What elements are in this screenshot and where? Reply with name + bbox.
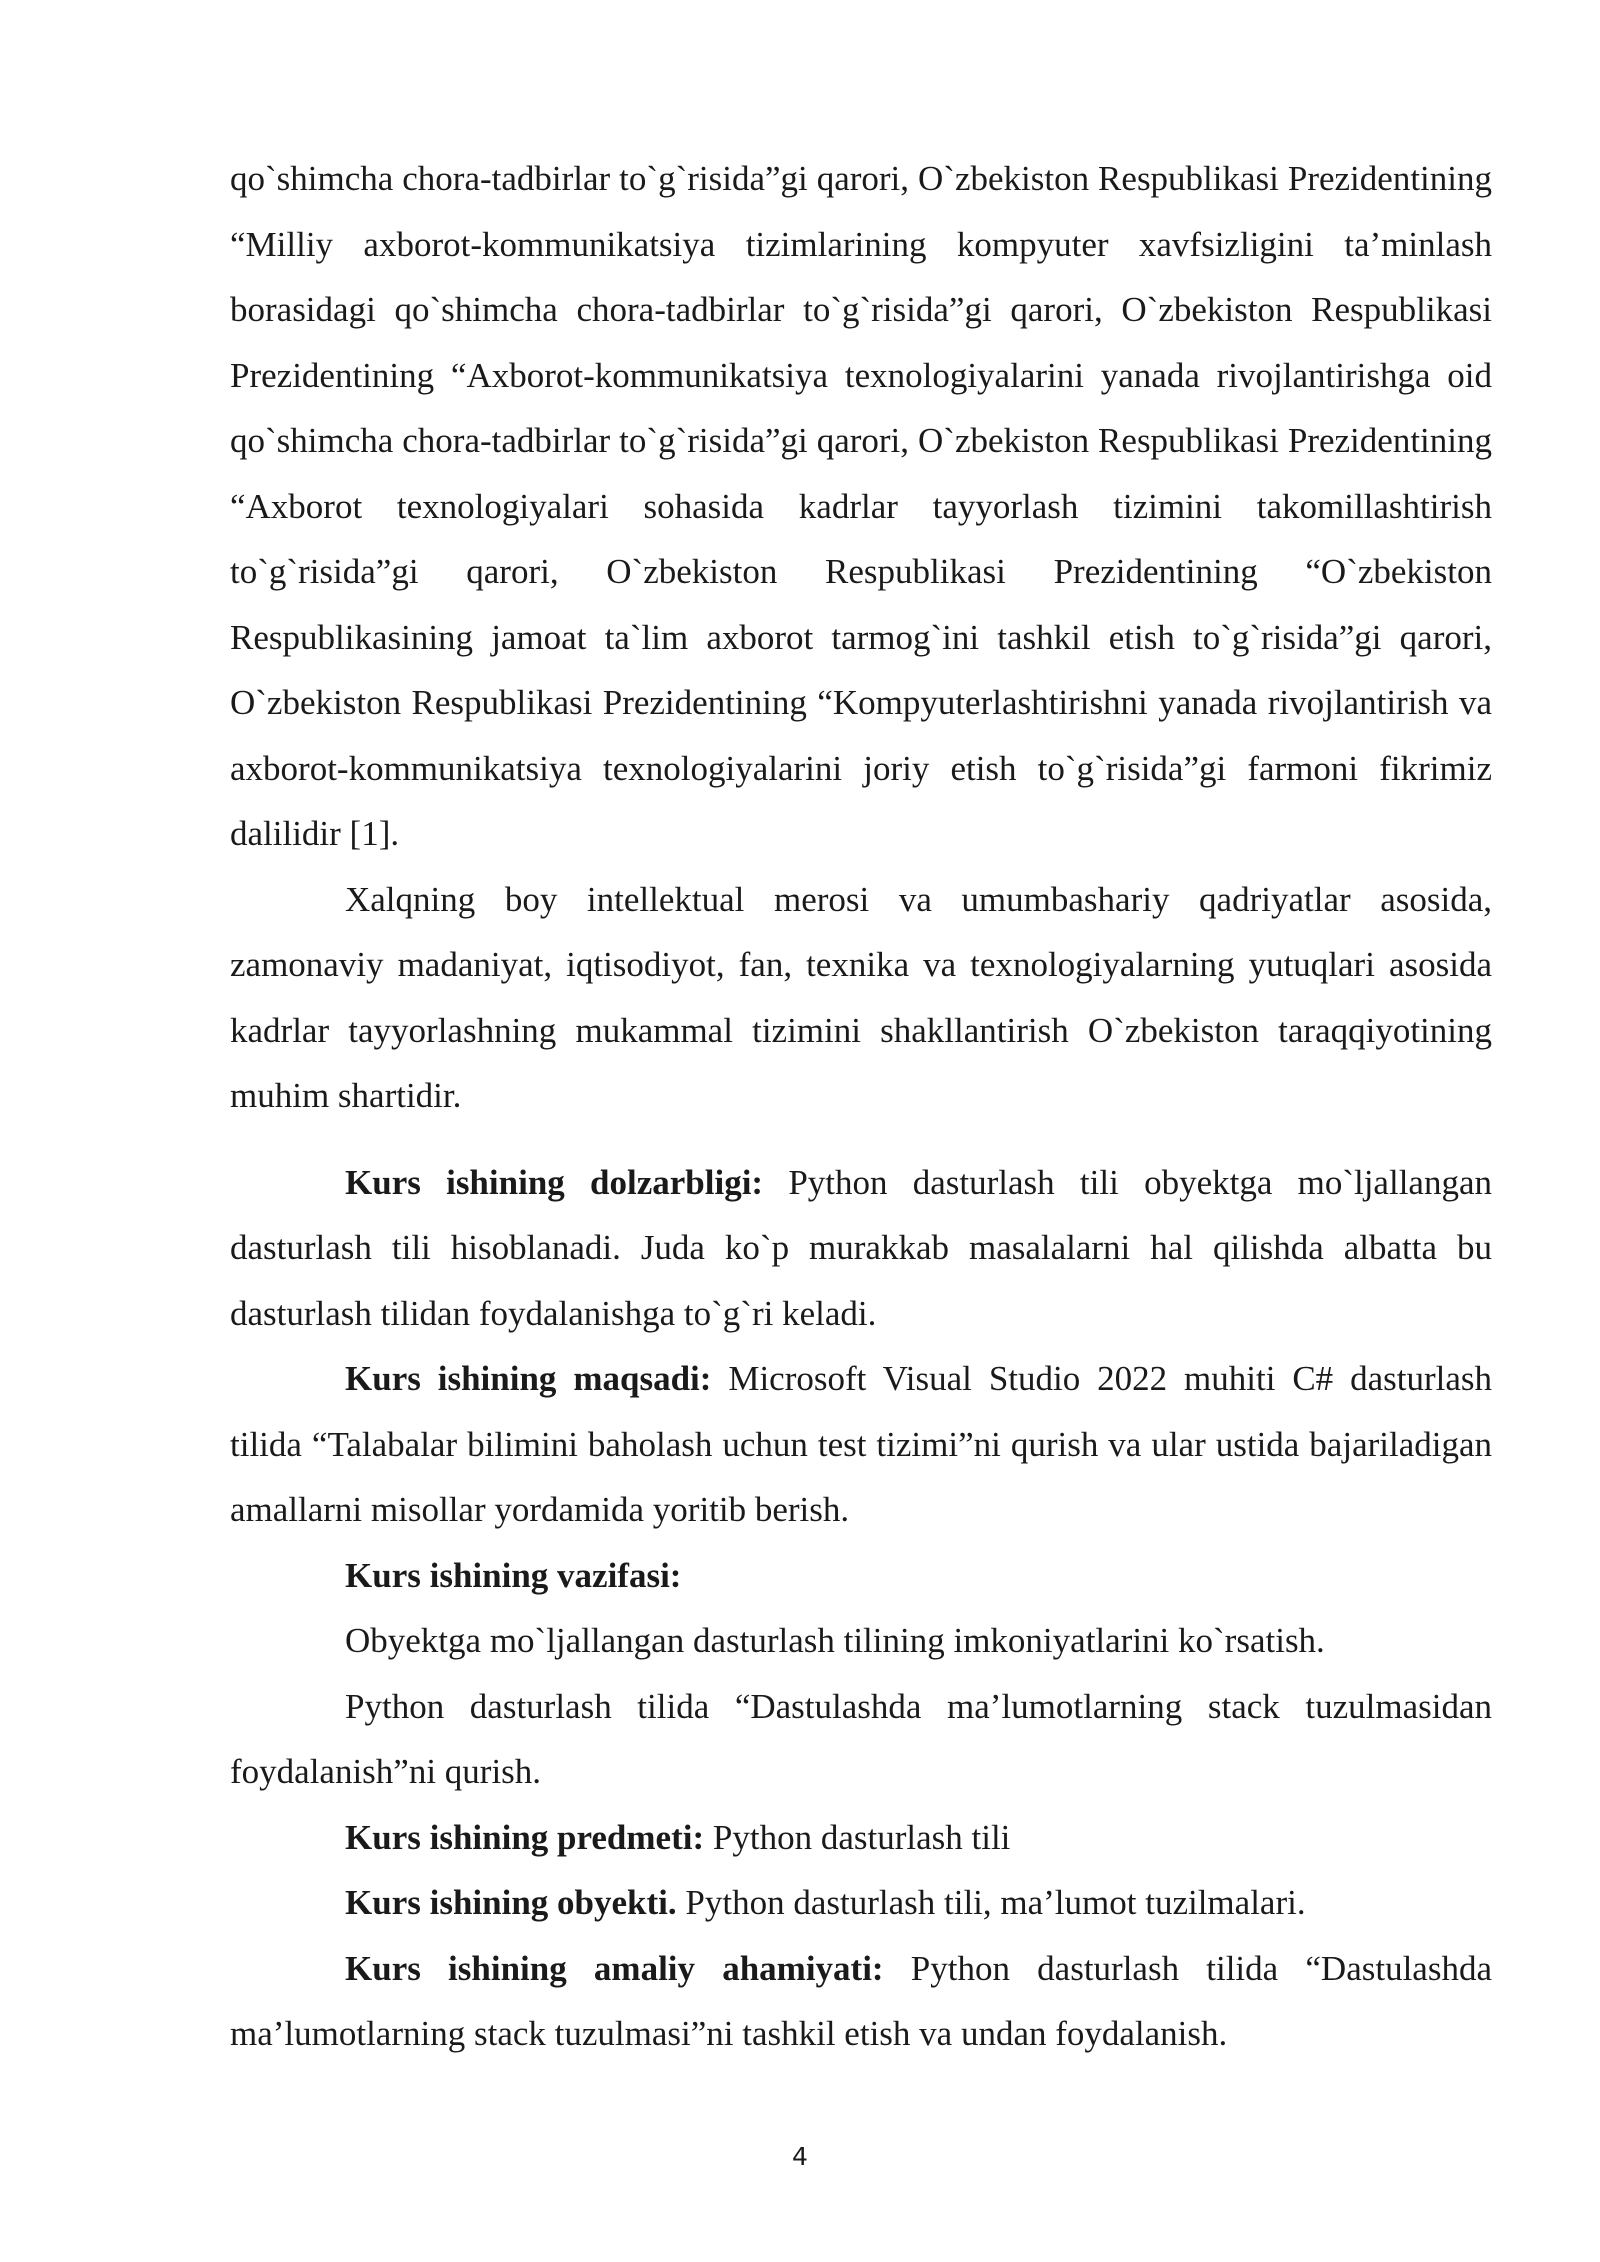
paragraph-lead: Kurs ishining obyekti.: [345, 1883, 686, 1922]
paragraph-lead: Kurs ishining amaliy ahamiyati:: [345, 1948, 911, 1988]
paragraph-text: Microsoft Visual Studio 2022 muhiti C# dasturlash tilida “Talabalar bilimini baholash uchun test tizimi”ni qurish va ular ustida bajariladigan amallarni misollar yordamida yoritib berish.: [230, 1359, 1492, 1529]
paragraph-practical-significance: [230, 1936, 1492, 2067]
paragraph-legal-references: [230, 146, 1492, 867]
paragraph-lead: Kurs ishining vazifasi:: [345, 1555, 682, 1595]
paragraph-object: [230, 1870, 1492, 1936]
paragraph-text: Python dasturlash tili: [712, 1817, 1011, 1857]
paragraph-subject: [230, 1805, 1492, 1871]
paragraph-lead: Kurs ishining predmeti:: [345, 1817, 713, 1857]
paragraph-lead: Kurs ishining maqsadi:: [345, 1359, 729, 1398]
paragraph-task-1: [230, 1608, 1492, 1674]
page-number: 4: [792, 2142, 808, 2171]
paragraph-tasks-heading: [230, 1543, 1492, 1609]
paragraph-text: Obyektga mo`ljallangan dasturlash tilining imkoniyatlarini ko`rsatish.: [345, 1621, 1325, 1660]
paragraph-text: Xalqning boy intellektual merosi va umumbashariy qadriyatlar asosida, zamonaviy madaniyat, iqtisodiyot, fan, texnika va texnologiyalarning yutuqlari asosida kadrlar tayyorlashning mukammal tizimini shakllantirish O`zbekiston taraqqiyotining muhim shartidir.: [230, 879, 1492, 1115]
paragraph-lead: Kurs ishining dolzarbligi:: [345, 1162, 789, 1202]
paragraph-text: Python dasturlash tilida “Dastulashda ma’lumotlarning stack tuzulmasi”ni tashkil etish va undan foydalanish.: [230, 1948, 1492, 2053]
paragraph-text: Python dasturlash tili obyektga mo`ljallangan dasturlash tili hisoblanadi. Juda ko`p murakkab masalalarni hal qilishda albatta bu dasturlash tilidan foydalanishga to`g`ri keladi.: [230, 1162, 1492, 1333]
paragraph-text: Python dasturlash tilida “Dastulashda ma’lumotlarning stack tuzulmasidan foydalanish”ni qurish.: [230, 1686, 1492, 1791]
document-body: [230, 146, 1492, 2067]
paragraph-task-2: [230, 1674, 1492, 1805]
paragraph-relevance: [230, 1150, 1492, 1347]
paragraph-goal: [230, 1346, 1492, 1543]
paragraph-text: Python dasturlash tili, ma’lumot tuzilmalari.: [685, 1883, 1306, 1922]
paragraph-development-condition: [230, 867, 1492, 1129]
paragraph-text: qo`shimcha chora-tadbirlar to`g`risida”gi qarori, O`zbekiston Respublikasi Prezidentining “Milliy axborot-kommunikatsiya tizimlarining kompyuter xavfsizligini ta’minlash borasidagi qo`shimcha chora-tadbirlar to`g`risida”gi qarori, O`zbekiston Respublikasi Prezidentining “Axborot-kommunikatsiya texnologiyalarini yanada rivojlantirishga oid qo`shimcha chora-tadbirlar to`g`risida”gi qarori, O`zbekiston Respublikasi Prezidentining “Axborot texnologiyalari sohasida kadrlar tayyorlash tizimini takomillashtirish to`g`risida”gi qarori, O`zbekiston Respublikasi Prezidentining “O`zbekiston Respublikasining jamoat ta`lim axborot tarmog`ini tashkil etish to`g`risida”gi qarori, O`zbekiston Respublikasi Prezidentining “Kompyuterlashtirishni yanada rivojlantirish va axborot-kommunikatsiya texnologiyalarini joriy etish to`g`risida”gi farmoni fikrimiz dalilidir [1].: [230, 159, 1492, 853]
